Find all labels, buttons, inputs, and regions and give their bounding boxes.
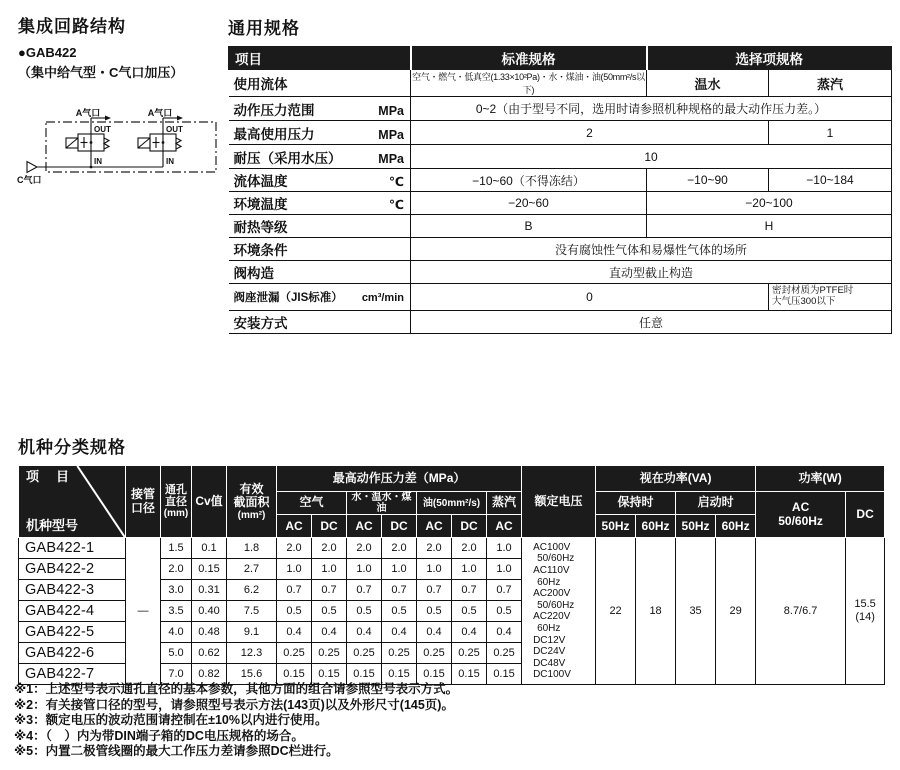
air-ac-header: AC [277,515,312,538]
table-row: GAB422-1 — 1.5 0.1 1.8 2.0 2.0 2.0 2.0 2.0 2.0 1.0 AC100V 50/60Hz AC110V 60Hz AC200V 50/60Hz AC220V 60Hz DC12V DC24V DC48V DC100V 22 18 35 29 8.7/6.7 15.5 (14) [19,538,885,559]
col-header-standard: 标准规格 [411,47,647,70]
general-spec-section [228,14,893,334]
fluid-temp-steam: −10~184 [769,169,892,192]
mounting-value: 任意 [411,311,892,334]
seat-leakage-steam-note: 密封材质为PTFE时 大气压300以下 [769,284,892,311]
model-name: GAB422-2 [19,559,126,580]
pneumatic-circuit-diagram [16,88,228,194]
cv-header: Cv值 [192,466,227,538]
table-row: GAB422-5 4.0 0.48 9.1 0.4 0.4 0.4 0.4 0.4 0.4 0.4 [19,622,885,643]
diagonal-divider [19,466,125,537]
in-label: IN [166,157,174,166]
out-label: OUT [94,125,111,134]
inrush-50hz-header: 50Hz [676,515,716,538]
valve-structure-value: 直动型截止构造 [411,261,892,284]
apparent-power-group-header: 视在功率(VA) [596,466,756,492]
power-dc-value: 15.5 (14) [846,538,885,685]
fluid-warm-value: 温水 [647,70,769,97]
row-label-mounting: 安装方式 [229,311,411,334]
rated-voltage-list: AC100V 50/60Hz AC110V 60Hz AC200V 50/60Hz AC220V 60Hz DC12V DC24V DC48V DC100V [522,538,596,685]
row-label-heat-class: 耐热等级 [229,215,411,238]
model-name: GAB422-1 [19,538,126,559]
fluid-temp-warm: −10~90 [647,169,769,192]
model-spec-table [18,465,885,685]
pressure-range-value: 0~2（由于型号不同，选用时请参照机种规格的最大动作压力差。） [411,97,892,121]
pressure-diff-group-header: 最高动作压力差（MPa） [277,466,522,492]
port-size-value: — [126,538,161,685]
table-row: GAB422-6 5.0 0.62 12.3 0.25 0.25 0.25 0.25 0.25 0.25 0.25 [19,643,885,664]
supply-line [17,162,163,186]
fluid-steam-value: 蒸汽 [769,70,892,97]
table-row: GAB422-2 2.0 0.15 2.7 1.0 1.0 1.0 1.0 1.0 1.0 1.0 [19,559,885,580]
port-a-label: A气口 [147,108,173,118]
model-name: GAB422-4 [19,601,126,622]
table-row: GAB422-7 7.0 0.82 15.6 0.15 0.15 0.15 0.15 0.15 0.15 0.15 [19,664,885,685]
port-c-label: C气口 [17,175,42,185]
heat-class-standard: B [411,215,647,238]
row-label-environment: 环境条件 [229,238,411,261]
model-bullet: ●GAB422 [18,45,77,60]
model-name: GAB422-7 [19,664,126,685]
power-ac-value: 8.7/6.7 [756,538,846,685]
model-note: （集中给气型・C气口加压） [18,65,184,80]
air-dc-header: DC [312,515,347,538]
footnote-3: ※3：额定电压的波动范围请控制在±10%以内进行使用。 [14,713,328,728]
heat-class-optional: H [647,215,892,238]
proof-pressure-value: 10 [411,145,892,169]
water-ac-header: AC [347,515,382,538]
voltage-header: 额定电压 [522,466,596,538]
item-model-header: 项 目 机种型号 [19,466,126,538]
model-spec-title: 机种分类规格 [18,438,126,457]
ambient-temp-optional: −20~100 [647,192,892,215]
ambient-temp-standard: −20~60 [411,192,647,215]
fluid-standard-value: 空气・燃气・低真空(1.33×10²Pa)・水・煤油・油(50mm²/s以下) [411,70,647,97]
max-pressure-steam: 1 [769,121,892,145]
row-label-fluid-temp: 流体温度 ℃ [229,169,411,192]
footnotes [14,682,458,760]
oil-ac-header: AC [417,515,452,538]
row-label-ambient-temp: 环境温度 ℃ [229,192,411,215]
enclosure-box [46,122,216,172]
environment-value: 没有腐蚀性气体和易爆性气体的场所 [411,238,892,261]
va-inrush-50hz: 35 [676,538,716,685]
va-inrush-60hz: 29 [716,538,756,685]
col-header-item: 项目 [229,47,411,70]
water-header: 水・温水・煤油 [347,492,417,515]
power-dc-header: DC [846,492,885,538]
oil-dc-header: DC [452,515,487,538]
in-label: IN [94,157,102,166]
steam-header: 蒸汽 [487,492,522,515]
oil-header: 油(50mm²/s) [417,492,487,515]
col-header-optional: 选择项规格 [647,47,892,70]
holding-header: 保持时 [596,492,676,515]
steam-ac-header: AC [487,515,522,538]
va-holding-60hz: 18 [636,538,676,685]
out-label: OUT [166,125,183,134]
air-header: 空气 [277,492,347,515]
seat-leakage-standard: 0 [411,284,769,311]
valve-symbol-left [66,107,111,167]
circuit-structure-title: 集成回路结构 [18,17,126,36]
footnote-1: ※1：上述型号表示通孔直径的基本参数，其他方面的组合请参照型号表示方式。 [14,682,459,696]
table-row: GAB422-4 3.5 0.40 7.5 0.5 0.5 0.5 0.5 0.5 0.5 0.5 [19,601,885,622]
area-header: 有效 截面积 (mm²) [227,466,277,538]
port-a-label: A气口 [75,108,101,118]
valve-symbol-right [138,107,183,167]
model-spec-section [18,433,886,685]
row-label-proof-pressure: 耐压（采用水压） MPa [229,145,411,169]
model-name: GAB422-3 [19,580,126,601]
table-row: GAB422-3 3.0 0.31 6.2 0.7 0.7 0.7 0.7 0.7 0.7 0.7 [19,580,885,601]
model-name: GAB422-5 [19,622,126,643]
row-label-fluid: 使用流体 [229,70,411,97]
general-spec-table [228,46,892,334]
inrush-60hz-header: 60Hz [716,515,756,538]
circuit-structure-section [18,12,183,81]
holding-50hz-header: 50Hz [596,515,636,538]
general-spec-title: 通用规格 [228,19,300,38]
inrush-header: 启动时 [676,492,756,515]
row-label-max-pressure: 最高使用压力 MPa [229,121,411,145]
power-group-header: 功率(W) [756,466,885,492]
max-pressure-standard: 2 [411,121,769,145]
footnote-4: ※4：（ ）内为带DIN端子箱的DC电压规格的场合。 [14,728,304,743]
footnote-2: ※2：有关接管口径的型号，请参照型号表示方法(143页)以及外形尺寸(145页)。 [14,697,454,712]
row-label-valve-structure: 阀构造 [229,261,411,284]
arrow-icon [105,116,111,121]
water-dc-header: DC [382,515,417,538]
model-name: GAB422-6 [19,643,126,664]
arrow-icon [177,116,183,121]
bore-header: 通孔 直径 (mm) [161,466,192,538]
va-holding-50hz: 22 [596,538,636,685]
holding-60hz-header: 60Hz [636,515,676,538]
footnote-5: ※5：内置二极管线圈的最大工作压力差请参照DC栏进行。 [14,744,339,759]
fluid-temp-standard: −10~60（不得冻结） [411,169,647,192]
port-size-header: 接管 口径 [126,466,161,538]
row-label-seat-leakage: 阀座泄漏（JIS标准） cm³/min [229,284,411,311]
row-label-pressure-range: 动作压力范围 MPa [229,97,411,121]
power-ac-header: AC 50/60Hz [756,492,846,538]
